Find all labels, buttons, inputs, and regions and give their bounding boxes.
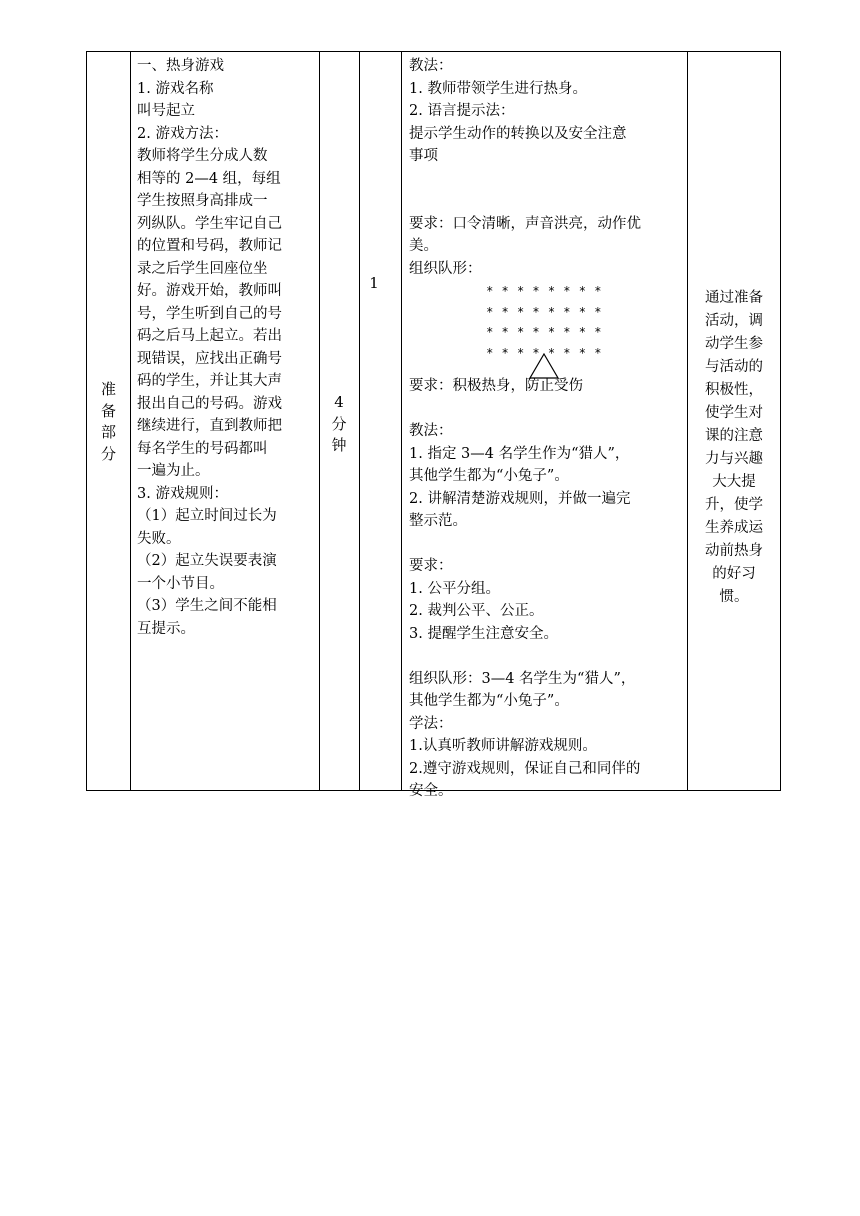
purpose-line: 与活动的 [705, 359, 763, 375]
content-line: 录之后学生回座位坐 [137, 260, 268, 277]
section-label [87, 379, 130, 465]
teacher-triangle-icon [529, 353, 559, 379]
purpose-line: 通过准备 [705, 290, 763, 306]
content-line: 报出自己的号码。游戏 [137, 395, 282, 412]
purpose-line: 动前热身 [705, 543, 763, 559]
time-char: 钟 [331, 436, 347, 454]
purpose-line: 升，使学 [705, 497, 763, 513]
method-line: 其他学生都为“小兔子”。 [409, 468, 569, 484]
section-char: 备 [100, 401, 116, 420]
method-line [409, 533, 687, 556]
section-char: 准 [100, 380, 116, 398]
content-line: 一个小节目。 [137, 575, 224, 592]
method-line: 1. 教师带领学生进行热身。 [409, 80, 587, 97]
section-cell [87, 52, 130, 790]
content-line: 一、热身游戏 [137, 58, 224, 74]
purpose-line: 活动，调 [705, 313, 763, 329]
content-line: 现错误，应找出正确号 [137, 350, 282, 367]
method-line: 1.认真听教师讲解游戏规则。 [409, 738, 597, 754]
content-line: 继续进行，直到教师把 [137, 418, 282, 434]
purpose-line: 惯。 [719, 589, 749, 605]
method-line: 3. 提醒学生注意安全。 [409, 625, 558, 642]
content-line: 互提示。 [137, 620, 195, 637]
content-line: （2）起立失误要表演 [137, 553, 277, 569]
purpose-line: 的好习 [712, 566, 756, 582]
method-line: 2. 语言提示法： [409, 103, 515, 119]
section-char: 分 [100, 444, 116, 463]
method-line: 2.遵守游戏规则，保证自己和同伴的 [409, 760, 641, 777]
student-row: * * * * * * * * [486, 345, 602, 360]
count-value: 1 [369, 274, 379, 292]
student-row: * * * * * * * * [486, 325, 602, 339]
count-cell [359, 52, 401, 790]
purpose-line: 动学生参 [705, 336, 763, 352]
method-line: 组织队形：3—4 名学生为“猎人”， [409, 670, 636, 687]
method-line [409, 168, 687, 191]
content-line: 码的学生，并让其大声 [137, 373, 282, 389]
student-row: * * * * * * * * [486, 304, 602, 319]
method-line: 提示学生动作的转换以及安全注意 [409, 125, 627, 142]
method-line: 1. 指定 3—4 名学生作为“猎人”， [409, 445, 630, 462]
method-line: 1. 公平分组。 [409, 580, 500, 597]
method-line: 安全。 [409, 783, 453, 799]
method-line: 要求：口令清晰，声音洪亮，动作优 [409, 215, 641, 232]
content-line: 失败。 [137, 530, 181, 547]
content-line: 2. 游戏方法： [137, 125, 228, 142]
content-line: 3. 游戏规则： [137, 485, 228, 502]
purpose-line: 积极性， [705, 382, 763, 398]
content-line: 列纵队。学生牢记自己 [137, 215, 282, 232]
purpose-line: 大大提 [712, 474, 756, 490]
content-line: （1）起立时间过长为 [137, 508, 277, 524]
time-char: 4 [334, 393, 344, 411]
purpose-line: 力与兴趣 [705, 451, 763, 467]
method-line: 教法： [409, 423, 453, 439]
teaching-method [409, 55, 687, 799]
method-line: 要求： [409, 558, 453, 574]
content-line: 每名学生的号码都叫 [137, 440, 268, 457]
content-line: 教师将学生分成人数 [137, 148, 268, 164]
method-line [409, 190, 687, 213]
content-line: 一遍为止。 [137, 463, 210, 479]
formation-diagram [444, 281, 644, 363]
column-divider [130, 52, 131, 790]
content-line: 叫号起立 [137, 103, 195, 119]
method-line [409, 398, 687, 421]
lesson-plan-table [86, 51, 781, 799]
activity-content [137, 55, 319, 790]
method-line: 其他学生都为“小兔子”。 [409, 693, 569, 709]
content-line: 相等的 2—4 组，每组 [137, 170, 281, 187]
method-line: 组织队形： [409, 260, 482, 277]
purpose-text [687, 287, 781, 790]
method-line [409, 645, 687, 668]
content-line: 的位置和号码，教师记 [137, 238, 282, 254]
method-line: 要求：积极热身，防止受伤 [409, 378, 583, 394]
student-row: * * * * * * * * [486, 284, 602, 298]
method-line: 2. 裁判公平、公正。 [409, 603, 544, 619]
content-line: （3）学生之间不能相 [137, 598, 277, 614]
method-line: 教法： [409, 58, 453, 74]
content-line: 号，学生听到自己的号 [137, 305, 282, 322]
content-line: 学生按照身高排成一 [137, 193, 268, 209]
method-part-a [409, 55, 687, 280]
content-line: 好。游戏开始，教师叫 [137, 283, 282, 299]
method-line: 整示范。 [409, 513, 467, 529]
method-line: 2. 讲解清楚游戏规则，并做一遍完 [409, 490, 631, 507]
purpose-line: 课的注意 [705, 428, 763, 444]
content-line: 1. 游戏名称 [137, 80, 214, 97]
column-divider [401, 52, 402, 790]
purpose-line: 生养成运 [705, 520, 763, 536]
time-label [319, 392, 359, 457]
method-part-b [409, 375, 687, 803]
method-line: 美。 [409, 238, 438, 254]
method-line: 学法： [409, 715, 453, 732]
time-cell [319, 52, 359, 790]
time-char: 分 [331, 414, 347, 433]
purpose-line: 使学生对 [705, 405, 763, 421]
section-char: 部 [100, 423, 116, 441]
content-line: 码之后马上起立。若出 [137, 328, 282, 344]
method-line: 事项 [409, 148, 438, 164]
